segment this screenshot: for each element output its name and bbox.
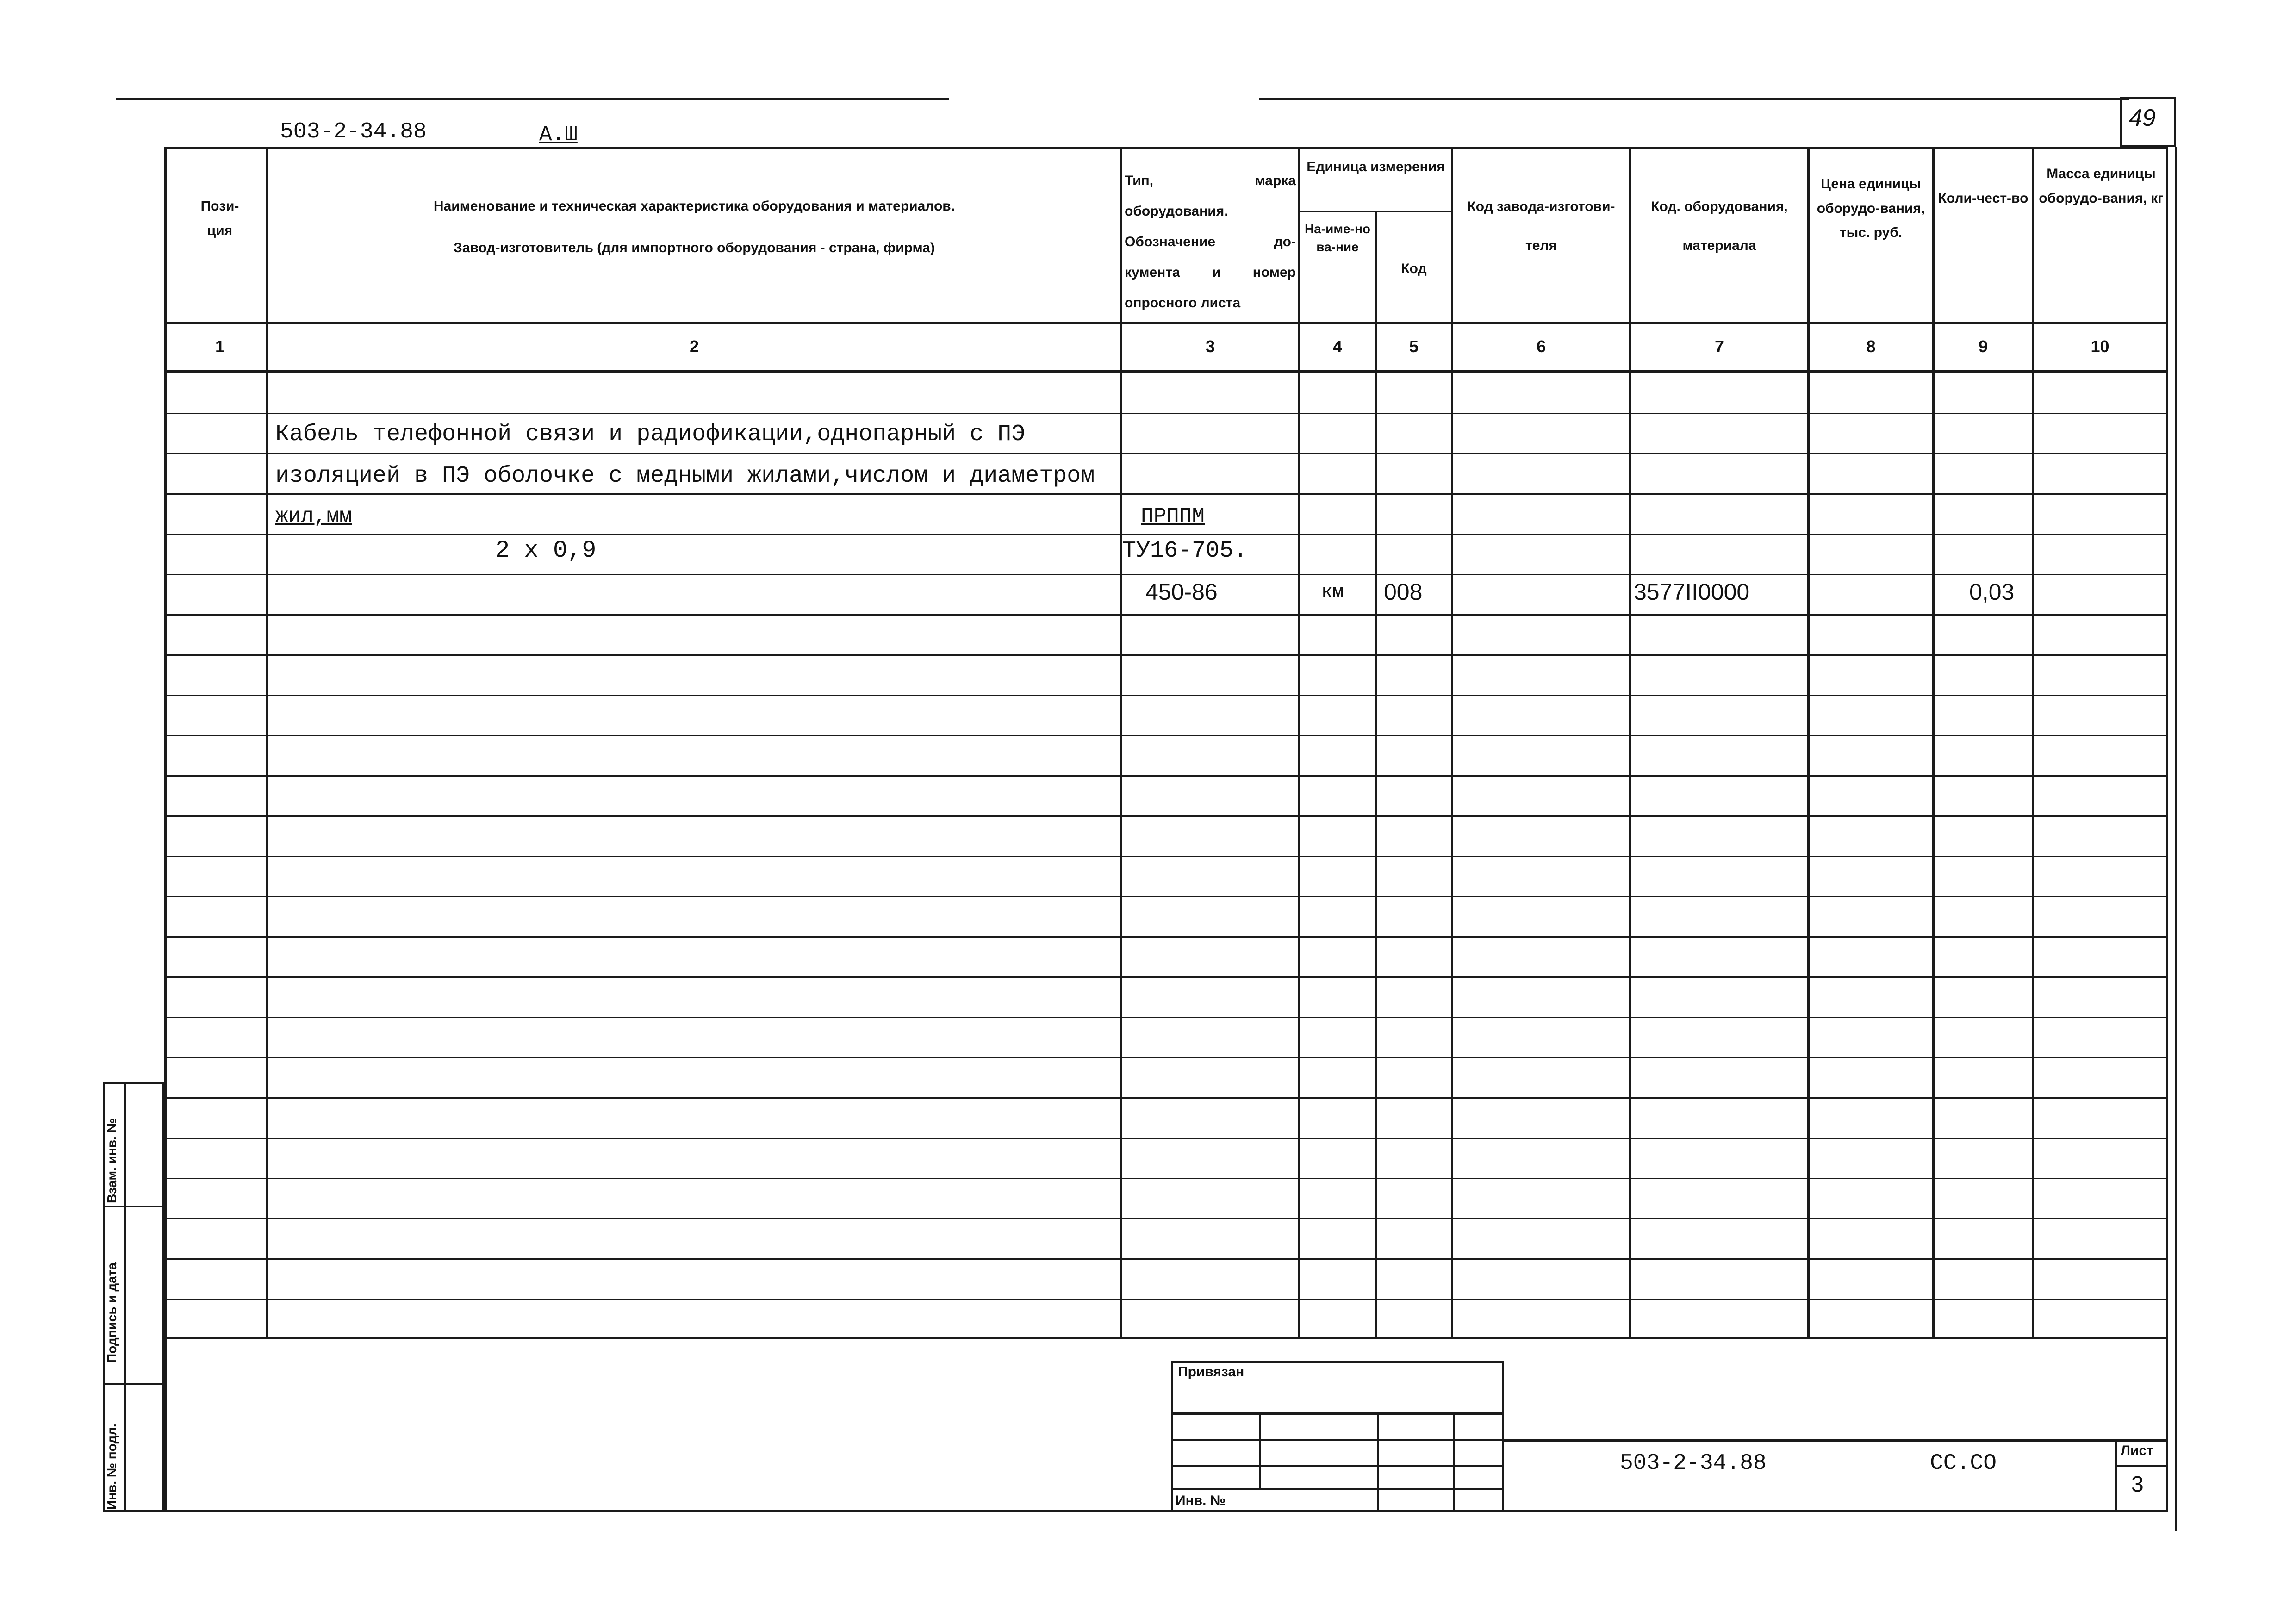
- table-row-line: [164, 534, 2168, 535]
- type-mark-line2: ТУ16-705.: [1122, 538, 1248, 564]
- sheet-ref-header: А.Ш: [539, 123, 578, 147]
- table-row-line: [164, 654, 2168, 656]
- col-line-6: [1629, 147, 1631, 1339]
- title-doc-code: 503-2-34.88: [1620, 1451, 1767, 1476]
- table-row-line: [164, 1138, 2168, 1139]
- side-stamp-inner: [124, 1082, 126, 1512]
- col7-header: Код. оборудования, материала: [1651, 199, 1788, 253]
- colnum-10: 10: [2091, 337, 2109, 356]
- col-line-5: [1451, 147, 1453, 1339]
- side-stamp-div2: [103, 1383, 164, 1385]
- unit-group-header: Единица измерения: [1307, 159, 1445, 174]
- tb-main-top: [1504, 1439, 2168, 1442]
- colnum-2: 2: [689, 337, 699, 356]
- numbers-bottom: [164, 370, 2168, 373]
- colnum-5: 5: [1409, 337, 1419, 356]
- table-row-line: [164, 574, 2168, 575]
- table-row-line: [164, 453, 2168, 454]
- quantity-cell: 0,03: [1969, 579, 2015, 605]
- top-rule-left: [116, 98, 949, 100]
- top-rule-far-right: [1796, 98, 2120, 100]
- tb-vline-3: [1453, 1412, 1455, 1512]
- col5-header: Код: [1401, 261, 1427, 276]
- table-row-line: [164, 936, 2168, 938]
- colnum-6: 6: [1536, 337, 1546, 356]
- inv-label: Инв. №: [1176, 1493, 1226, 1508]
- colnum-1: 1: [215, 337, 225, 356]
- col3-header: Тип, марка оборудования. Обозначение до-кумента и номер опросного листа: [1125, 173, 1296, 311]
- col10-header: Масса единицы оборудо-вания, кг: [2039, 166, 2164, 206]
- col8-header: Цена единицы оборудо-вания, тыс. руб.: [1817, 176, 1925, 240]
- item-description-line4: 2 х 0,9: [495, 537, 597, 564]
- material-code-cell: 3577II0000: [1634, 579, 1750, 605]
- title-mark: СС.СО: [1930, 1451, 1997, 1476]
- col-line-9: [2032, 147, 2034, 1339]
- colnum-8: 8: [1866, 337, 1876, 356]
- unit-group-divider: [1298, 211, 1453, 212]
- col2-header-line2: Завод-изготовитель (для импортного оборудования - страна, фирма): [454, 240, 935, 255]
- sheet-box-line: [2115, 1439, 2117, 1512]
- table-row-line: [164, 815, 2168, 817]
- table-row-line: [164, 1218, 2168, 1219]
- side-stamp-div1: [103, 1206, 164, 1207]
- sheet-number: 3: [2131, 1472, 2144, 1497]
- type-mark-line1: ПРППМ: [1141, 504, 1205, 529]
- item-description-line1: Кабель телефонной связи и радиофикации,однопарный с ПЭ: [275, 421, 1026, 448]
- item-description-line2: изоляцией в ПЭ оболочке с медными жилами,числом и диаметром: [275, 463, 1095, 489]
- tb-vline-1: [1259, 1412, 1261, 1488]
- item-description-line3: жил,мм: [275, 504, 352, 529]
- tb-vline-2: [1377, 1412, 1379, 1512]
- table-row-line: [164, 896, 2168, 897]
- col1-header: Пози- ция: [200, 199, 239, 238]
- table-row-line: [164, 1258, 2168, 1260]
- colnum-7: 7: [1714, 337, 1724, 356]
- colnum-4: 4: [1332, 337, 1343, 356]
- side-label-signature-date: Подпись и дата: [105, 1262, 119, 1363]
- col4-header: На-име-нова-ние: [1305, 222, 1370, 255]
- unit-code-cell: 008: [1384, 579, 1423, 605]
- col2-header-line1: Наименование и техническая характеристика оборудования и материалов.: [433, 199, 955, 214]
- sheet-box-divider: [2115, 1465, 2168, 1467]
- bound-label: Привязан: [1178, 1364, 1244, 1380]
- table-row-line: [164, 1097, 2168, 1099]
- side-label-replace-inv: Взам. инв. №: [105, 1118, 119, 1203]
- sheet-bottom-frame: [164, 1337, 2168, 1512]
- doc-code-header: 503-2-34.88: [280, 119, 427, 144]
- col6-header: Код завода-изготови-теля: [1467, 199, 1615, 253]
- table-row-line: [164, 856, 2168, 857]
- spec-table-frame: [164, 147, 2168, 1339]
- page-number: 49: [2129, 105, 2156, 131]
- header-bottom: [164, 322, 2168, 324]
- col9-header: Коли-чест-во: [1938, 191, 2028, 206]
- table-row-line: [164, 1299, 2168, 1300]
- table-row-line: [164, 1057, 2168, 1058]
- table-row-line: [164, 695, 2168, 696]
- col-line-2: [1120, 147, 1122, 1339]
- table-row-line: [164, 614, 2168, 616]
- table-row-line: [164, 775, 2168, 777]
- colnum-3: 3: [1205, 337, 1215, 356]
- col-line-3: [1298, 147, 1300, 1339]
- table-row-line: [164, 1178, 2168, 1179]
- table-row-line: [164, 735, 2168, 736]
- right-edge-mark: [2175, 147, 2177, 1531]
- table-row-line: [164, 413, 2168, 414]
- table-row-line: [164, 493, 2168, 495]
- col-line-8: [1932, 147, 1935, 1339]
- col-line-4: [1375, 211, 1377, 1339]
- side-label-inv-original: Инв. № подл.: [105, 1424, 119, 1510]
- sheet-label: Лист: [2121, 1443, 2153, 1458]
- table-row-line: [164, 1017, 2168, 1018]
- table-row-line: [164, 976, 2168, 978]
- unit-name-cell: км: [1321, 582, 1344, 603]
- col-line-1: [266, 147, 268, 1339]
- type-mark-line3: 450-86: [1145, 579, 1218, 605]
- colnum-9: 9: [1978, 337, 1988, 356]
- col-line-7: [1807, 147, 1810, 1339]
